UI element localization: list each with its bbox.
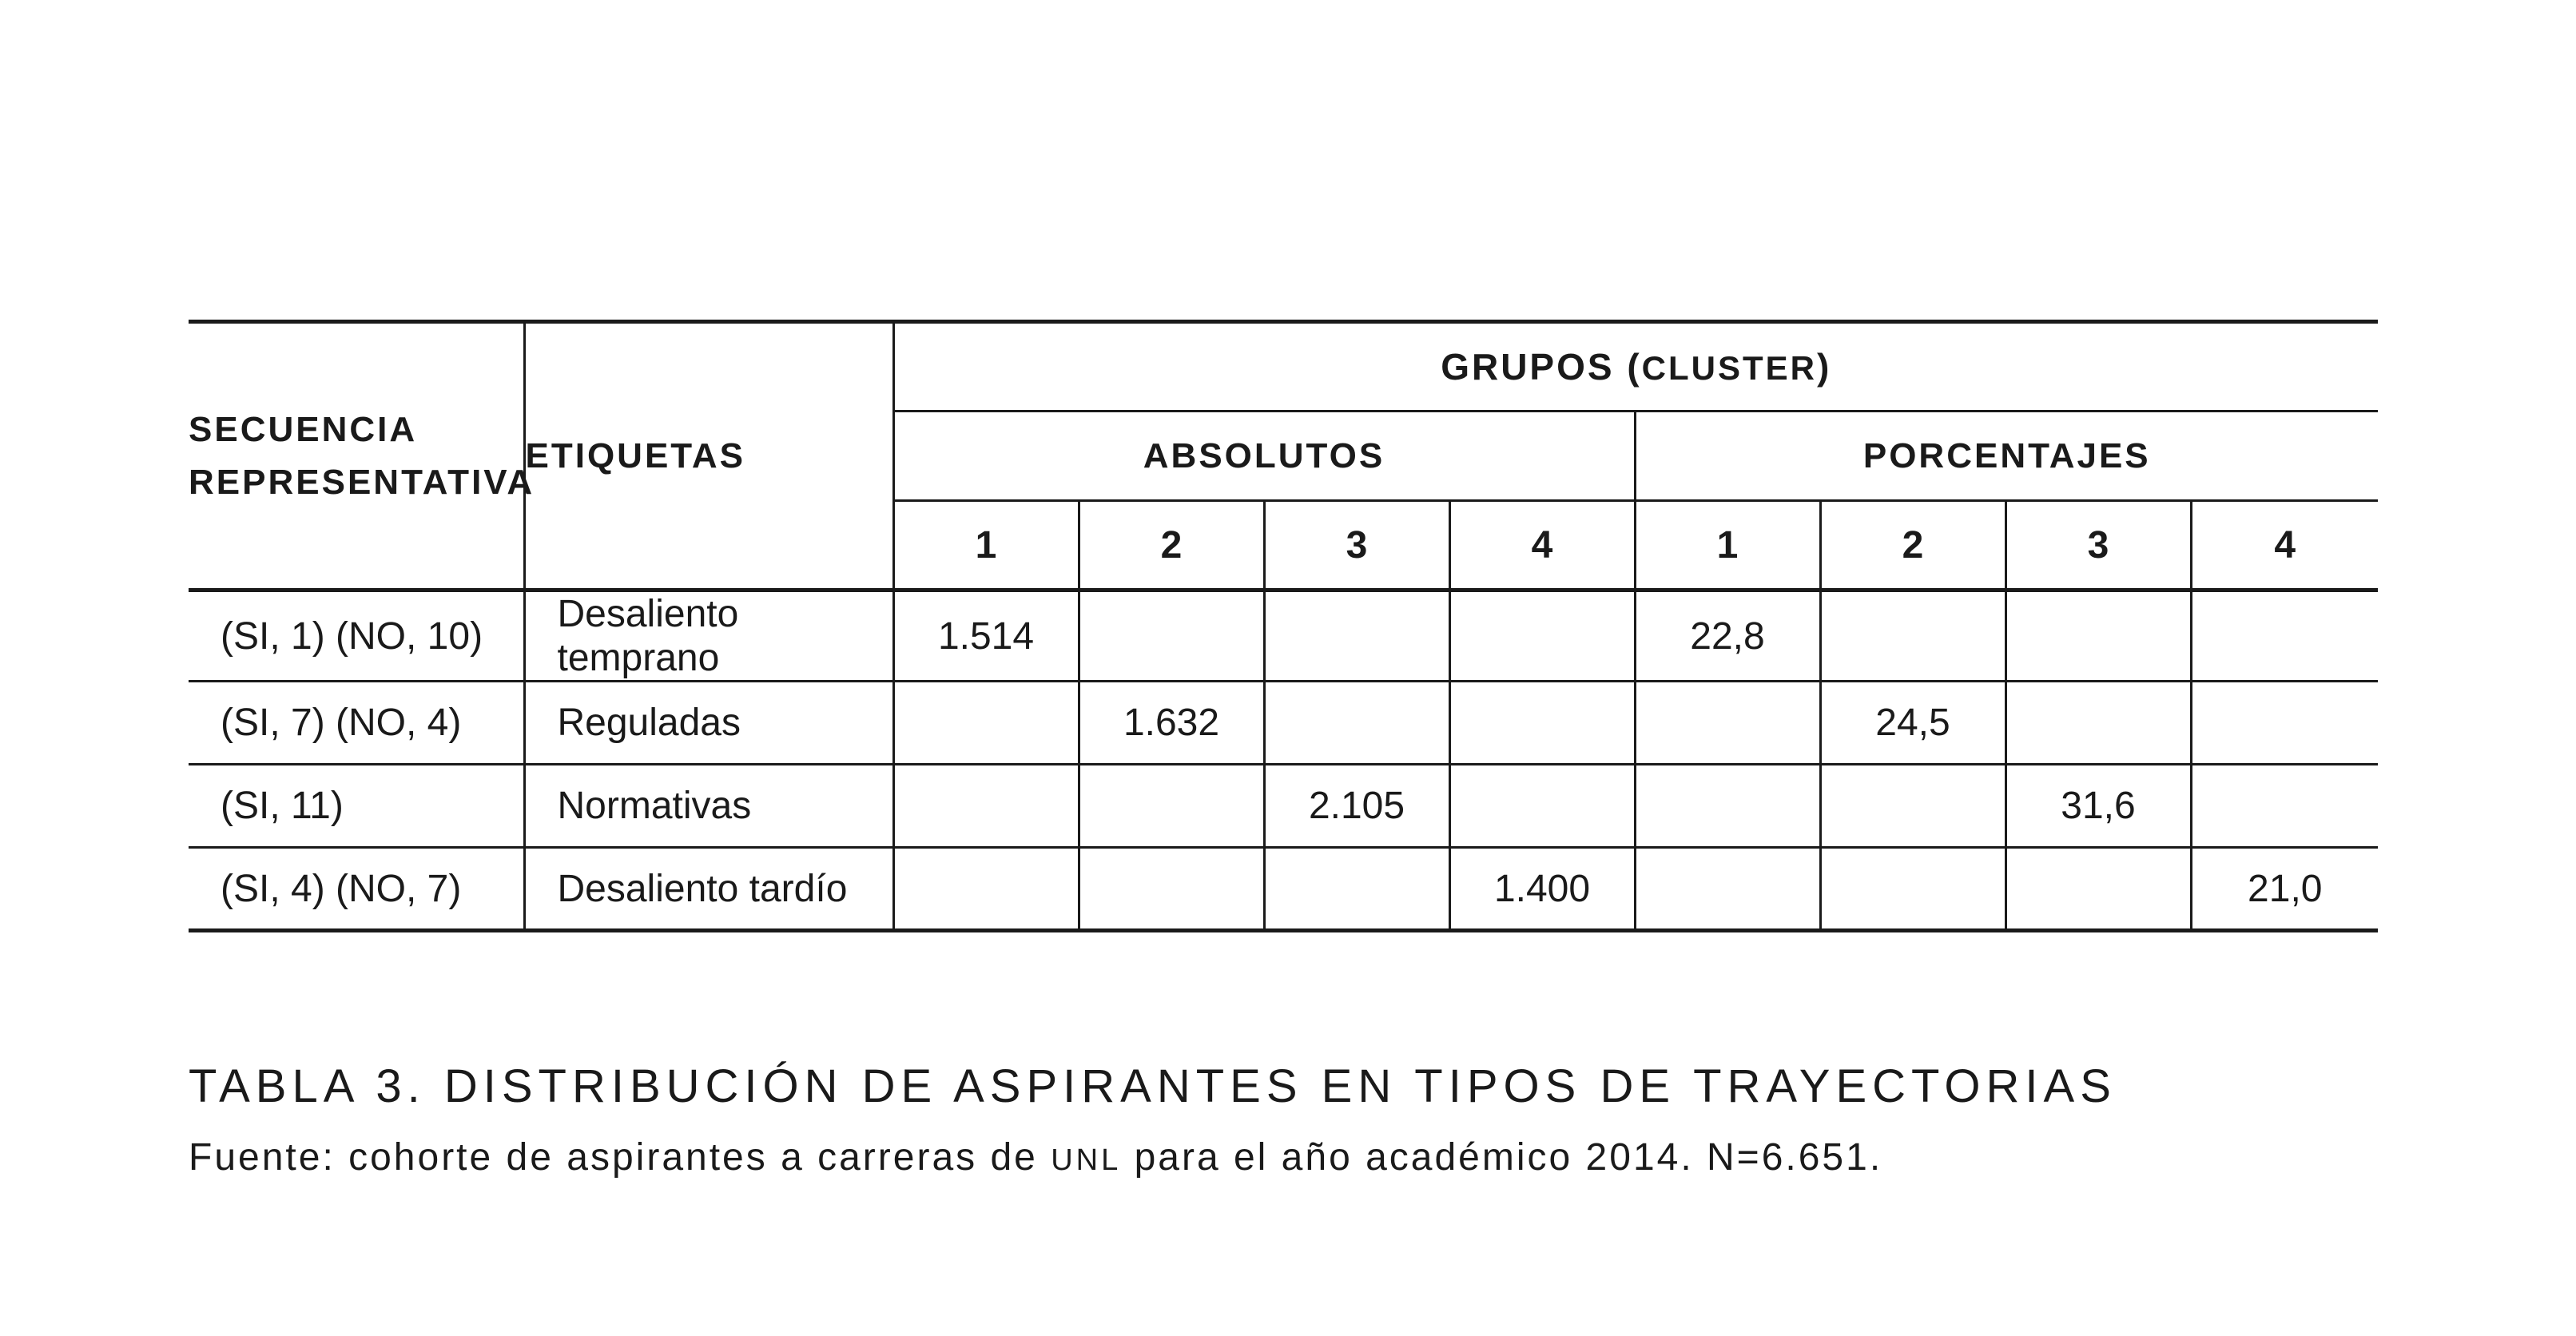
value-cell	[1449, 682, 1635, 765]
caption-source	[189, 1130, 2426, 1188]
value-cell	[1264, 682, 1449, 765]
value-cell	[1635, 765, 1820, 848]
value-cell	[2191, 765, 2378, 848]
value-cell	[1820, 848, 2006, 931]
header-pct-cluster-1: 1	[1635, 501, 1820, 590]
caption-source-prefix: Fuente: cohorte de aspirantes a carreras de	[189, 1136, 1051, 1179]
table-row	[189, 848, 2378, 931]
value-cell: 1.632	[1079, 682, 1264, 765]
value-cell: 2.105	[1264, 765, 1449, 848]
secuencia-cell: (SI, 7) (NO, 4)	[189, 682, 524, 765]
header-abs-cluster-4: 4	[1449, 501, 1635, 590]
etiqueta-cell: Desaliento temprano	[524, 590, 893, 682]
value-cell: 21,0	[2191, 848, 2378, 931]
value-cell	[893, 765, 1079, 848]
secuencia-cell: (SI, 4) (NO, 7)	[189, 848, 524, 931]
table-row	[189, 765, 2378, 848]
header-grupos-cluster: CLUSTER	[1641, 349, 1817, 387]
value-cell	[1635, 848, 1820, 931]
header-grupos	[893, 322, 2378, 412]
value-cell: 24,5	[1820, 682, 2006, 765]
etiqueta-cell: Reguladas	[524, 682, 893, 765]
value-cell	[1264, 590, 1449, 682]
etiqueta-cell: Desaliento tardío	[524, 848, 893, 931]
header-secuencia-line2: REPRESENTATIVA	[189, 462, 535, 502]
header-abs-cluster-3: 3	[1264, 501, 1449, 590]
value-cell: 31,6	[2006, 765, 2191, 848]
value-cell	[893, 848, 1079, 931]
table-row	[189, 682, 2378, 765]
value-cell	[2006, 848, 2191, 931]
header-secuencia-line1: SECUENCIA	[189, 409, 418, 449]
value-cell: 1.400	[1449, 848, 1635, 931]
value-cell	[1635, 682, 1820, 765]
caption-source-acronym: UNL	[1051, 1143, 1122, 1177]
header-etiquetas: ETIQUETAS	[524, 322, 893, 590]
table-caption	[189, 1055, 2426, 1188]
caption-title: TABLA 3. DISTRIBUCIÓN DE ASPIRANTES EN TIPOS DE TRAYECTORIAS	[189, 1060, 2117, 1112]
value-cell	[2006, 590, 2191, 682]
value-cell	[1820, 765, 2006, 848]
value-cell: 1.514	[893, 590, 1079, 682]
value-cell: 22,8	[1635, 590, 1820, 682]
value-cell	[2191, 682, 2378, 765]
header-absolutos: ABSOLUTOS	[893, 412, 1635, 501]
value-cell	[1079, 765, 1264, 848]
table-container	[189, 320, 2378, 932]
header-grupos-suffix: )	[1817, 346, 1832, 388]
header-grupos-prefix: GRUPOS (	[1441, 346, 1642, 388]
value-cell	[893, 682, 1079, 765]
value-cell	[1264, 848, 1449, 931]
value-cell	[2191, 590, 2378, 682]
header-abs-cluster-1: 1	[893, 501, 1079, 590]
value-cell	[2006, 682, 2191, 765]
value-cell	[1449, 590, 1635, 682]
value-cell	[1079, 590, 1264, 682]
table-row	[189, 590, 2378, 682]
value-cell	[1079, 848, 1264, 931]
header-porcentajes: PORCENTAJES	[1635, 412, 2378, 501]
secuencia-cell: (SI, 11)	[189, 765, 524, 848]
value-cell	[1820, 590, 2006, 682]
header-pct-cluster-3: 3	[2006, 501, 2191, 590]
header-pct-cluster-2: 2	[1820, 501, 2006, 590]
header-pct-cluster-4: 4	[2191, 501, 2378, 590]
secuencia-cell: (SI, 1) (NO, 10)	[189, 590, 524, 682]
header-abs-cluster-2: 2	[1079, 501, 1264, 590]
value-cell	[1449, 765, 1635, 848]
caption-source-suffix: para el año académico 2014. N=6.651.	[1121, 1136, 1883, 1179]
header-secuencia	[189, 322, 535, 590]
distribution-table	[189, 320, 2378, 932]
etiqueta-cell: Normativas	[524, 765, 893, 848]
